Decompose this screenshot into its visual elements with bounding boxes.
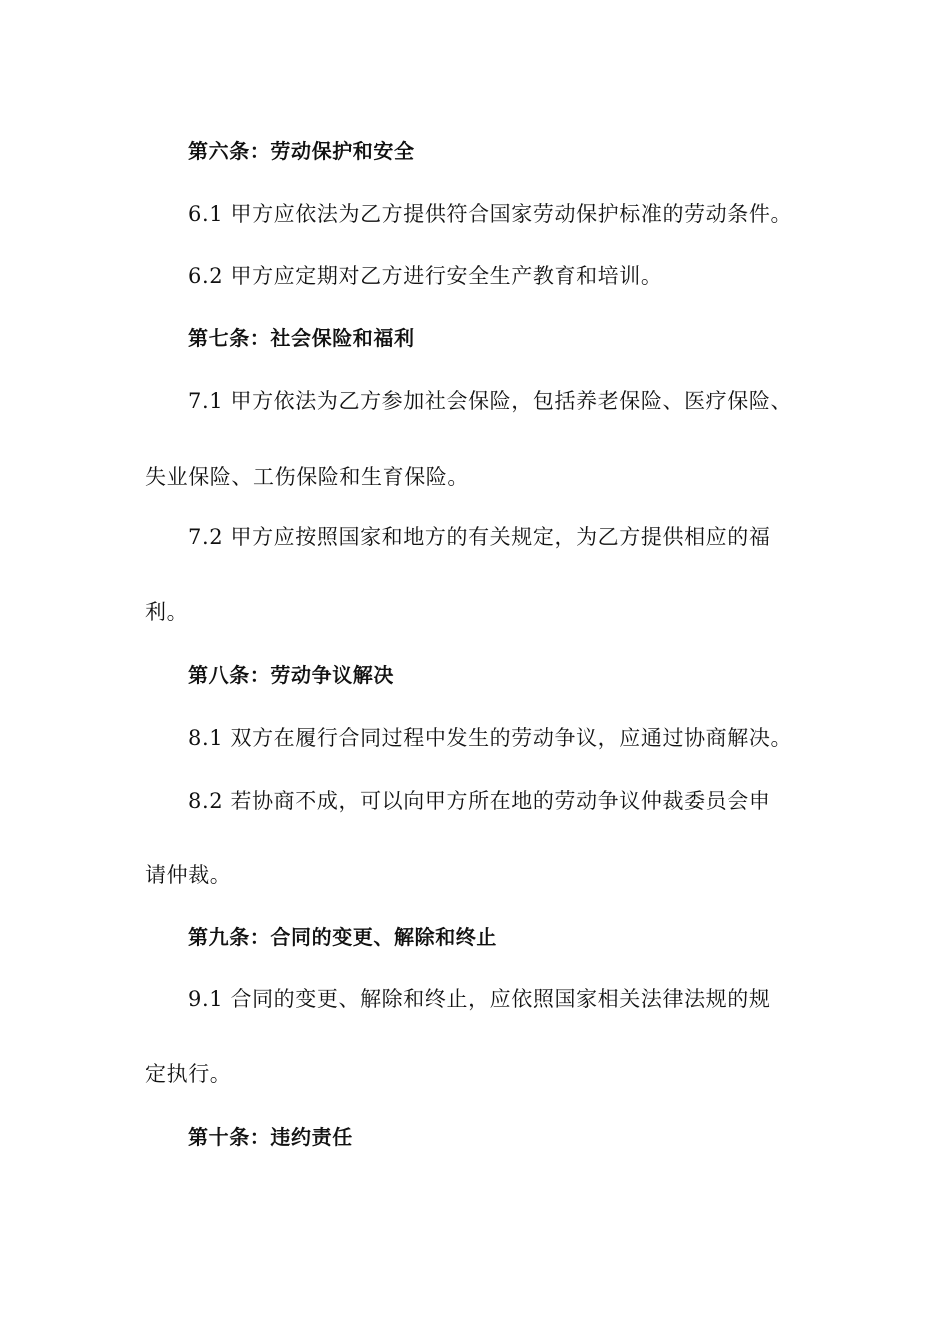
section-10-heading: 第十条：违约责任 [188,1125,353,1149]
clause-7-1: 7.1 甲方依法为乙方参加社会保险，包括养老保险、医疗保险、 [188,389,793,413]
clause-6-1: 6.1 甲方应依法为乙方提供符合国家劳动保护标准的劳动条件。 [188,202,793,226]
clause-8-1: 8.1 双方在履行合同过程中发生的劳动争议，应通过协商解决。 [188,726,793,750]
section-9-heading: 第九条：合同的变更、解除和终止 [188,925,497,949]
clause-9-1-continued: 定执行。 [145,1062,232,1086]
clause-7-2: 7.2 甲方应按照国家和地方的有关规定，为乙方提供相应的福 [188,525,771,549]
section-8-heading: 第八条：劳动争议解决 [188,663,394,687]
clause-7-2-continued: 利。 [145,600,189,624]
clause-9-1: 9.1 合同的变更、解除和终止，应依照国家相关法律法规的规 [188,987,771,1011]
clause-6-2: 6.2 甲方应定期对乙方进行安全生产教育和培训。 [188,264,663,288]
section-6-heading: 第六条：劳动保护和安全 [188,139,415,163]
clause-8-2: 8.2 若协商不成，可以向甲方所在地的劳动争议仲裁委员会申 [188,789,771,813]
clause-8-2-continued: 请仲裁。 [145,863,232,887]
clause-7-1-continued: 失业保险、工伤保险和生育保险。 [145,465,469,489]
section-7-heading: 第七条：社会保险和福利 [188,326,415,350]
